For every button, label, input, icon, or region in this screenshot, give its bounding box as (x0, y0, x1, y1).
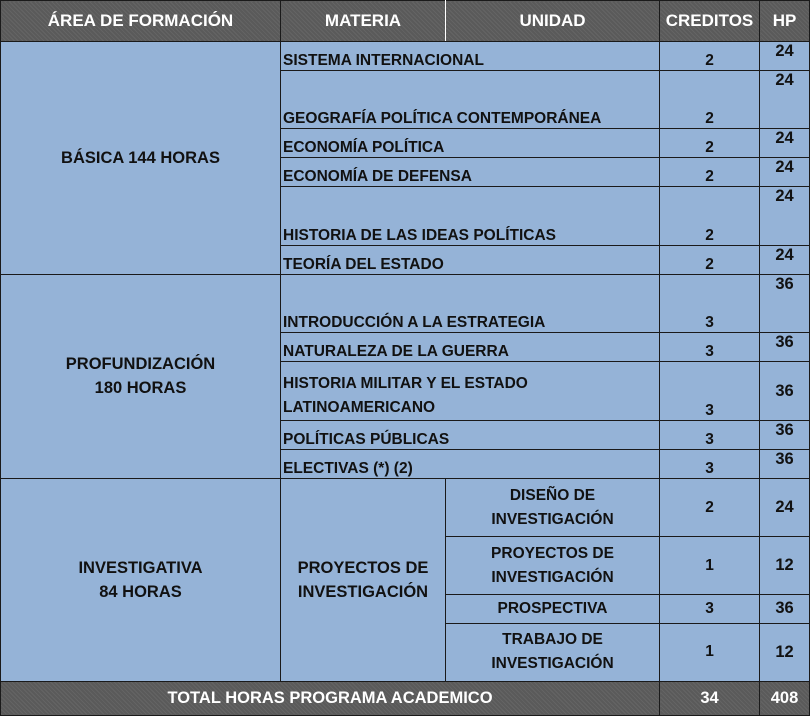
header-materia: MATERIA (281, 1, 446, 42)
creditos-cell: 2 (660, 186, 760, 245)
unidad-cell: TRABAJO DE INVESTIGACIÓN (446, 623, 660, 681)
hp-cell: 12 (760, 623, 810, 681)
materia-cell: HISTORIA MILITAR Y EL ESTADO LATINOAMERICANO (281, 362, 660, 421)
creditos-cell: 3 (660, 450, 760, 479)
materia-cell: GEOGRAFÍA POLÍTICA CONTEMPORÁNEA (281, 70, 660, 128)
total-label: TOTAL HORAS PROGRAMA ACADEMICO (1, 681, 660, 715)
materia-cell: POLÍTICAS PÚBLICAS (281, 421, 660, 450)
materia-cell: NATURALEZA DE LA GUERRA (281, 333, 660, 362)
materia-cell: INTRODUCCIÓN A LA ESTRATEGIA (281, 274, 660, 333)
unidad-cell: PROSPECTIVA (446, 594, 660, 623)
hp-cell: 24 (760, 245, 810, 274)
creditos-cell: 3 (660, 421, 760, 450)
header-creditos: CREDITOS (660, 1, 760, 42)
hp-cell: 36 (760, 274, 810, 333)
hp-cell: 36 (760, 450, 810, 479)
area-investigativa: INVESTIGATIVA 84 HORAS (1, 479, 281, 682)
hp-cell: 36 (760, 421, 810, 450)
creditos-cell: 2 (660, 157, 760, 186)
materia-cell: ECONOMÍA POLÍTICA (281, 128, 660, 157)
total-creditos: 34 (660, 681, 760, 715)
materia-cell: ELECTIVAS (*) (2) (281, 450, 660, 479)
hp-cell: 24 (760, 186, 810, 245)
creditos-cell: 2 (660, 70, 760, 128)
hp-cell: 24 (760, 157, 810, 186)
materia-cell: SISTEMA INTERNACIONAL (281, 42, 660, 71)
creditos-cell: 3 (660, 362, 760, 421)
materia-cell: TEORÍA DEL ESTADO (281, 245, 660, 274)
table-row (1, 479, 810, 537)
hp-cell: 24 (760, 128, 810, 157)
creditos-cell: 1 (660, 623, 760, 681)
unidad-cell: DISEÑO DE INVESTIGACIÓN (446, 479, 660, 537)
area-basica: BÁSICA 144 HORAS (1, 42, 281, 275)
unidad-cell: PROYECTOS DE INVESTIGACIÓN (446, 537, 660, 595)
creditos-cell: 2 (660, 128, 760, 157)
materia-cell: ECONOMÍA DE DEFENSA (281, 157, 660, 186)
hp-cell: 12 (760, 537, 810, 595)
hp-cell: 36 (760, 362, 810, 421)
creditos-cell: 3 (660, 594, 760, 623)
table-row (1, 274, 810, 333)
header-area: ÁREA DE FORMACIÓN (1, 1, 281, 42)
creditos-cell: 1 (660, 537, 760, 595)
materia-cell: HISTORIA DE LAS IDEAS POLÍTICAS (281, 186, 660, 245)
creditos-cell: 2 (660, 245, 760, 274)
creditos-cell: 2 (660, 42, 760, 71)
header-unidad: UNIDAD (446, 1, 660, 42)
hp-cell: 36 (760, 333, 810, 362)
header-row (1, 1, 810, 42)
creditos-cell: 3 (660, 333, 760, 362)
creditos-cell: 3 (660, 274, 760, 333)
hp-cell: 24 (760, 479, 810, 537)
total-row (1, 681, 810, 715)
materia-proyectos: PROYECTOS DE INVESTIGACIÓN (281, 479, 446, 682)
creditos-cell: 2 (660, 479, 760, 537)
area-profundizacion: PROFUNDIZACIÓN 180 HORAS (1, 274, 281, 479)
total-hp: 408 (760, 681, 810, 715)
hp-cell: 24 (760, 42, 810, 71)
table-row (1, 42, 810, 71)
header-hp: HP (760, 1, 810, 42)
hp-cell: 24 (760, 70, 810, 128)
hp-cell: 36 (760, 594, 810, 623)
